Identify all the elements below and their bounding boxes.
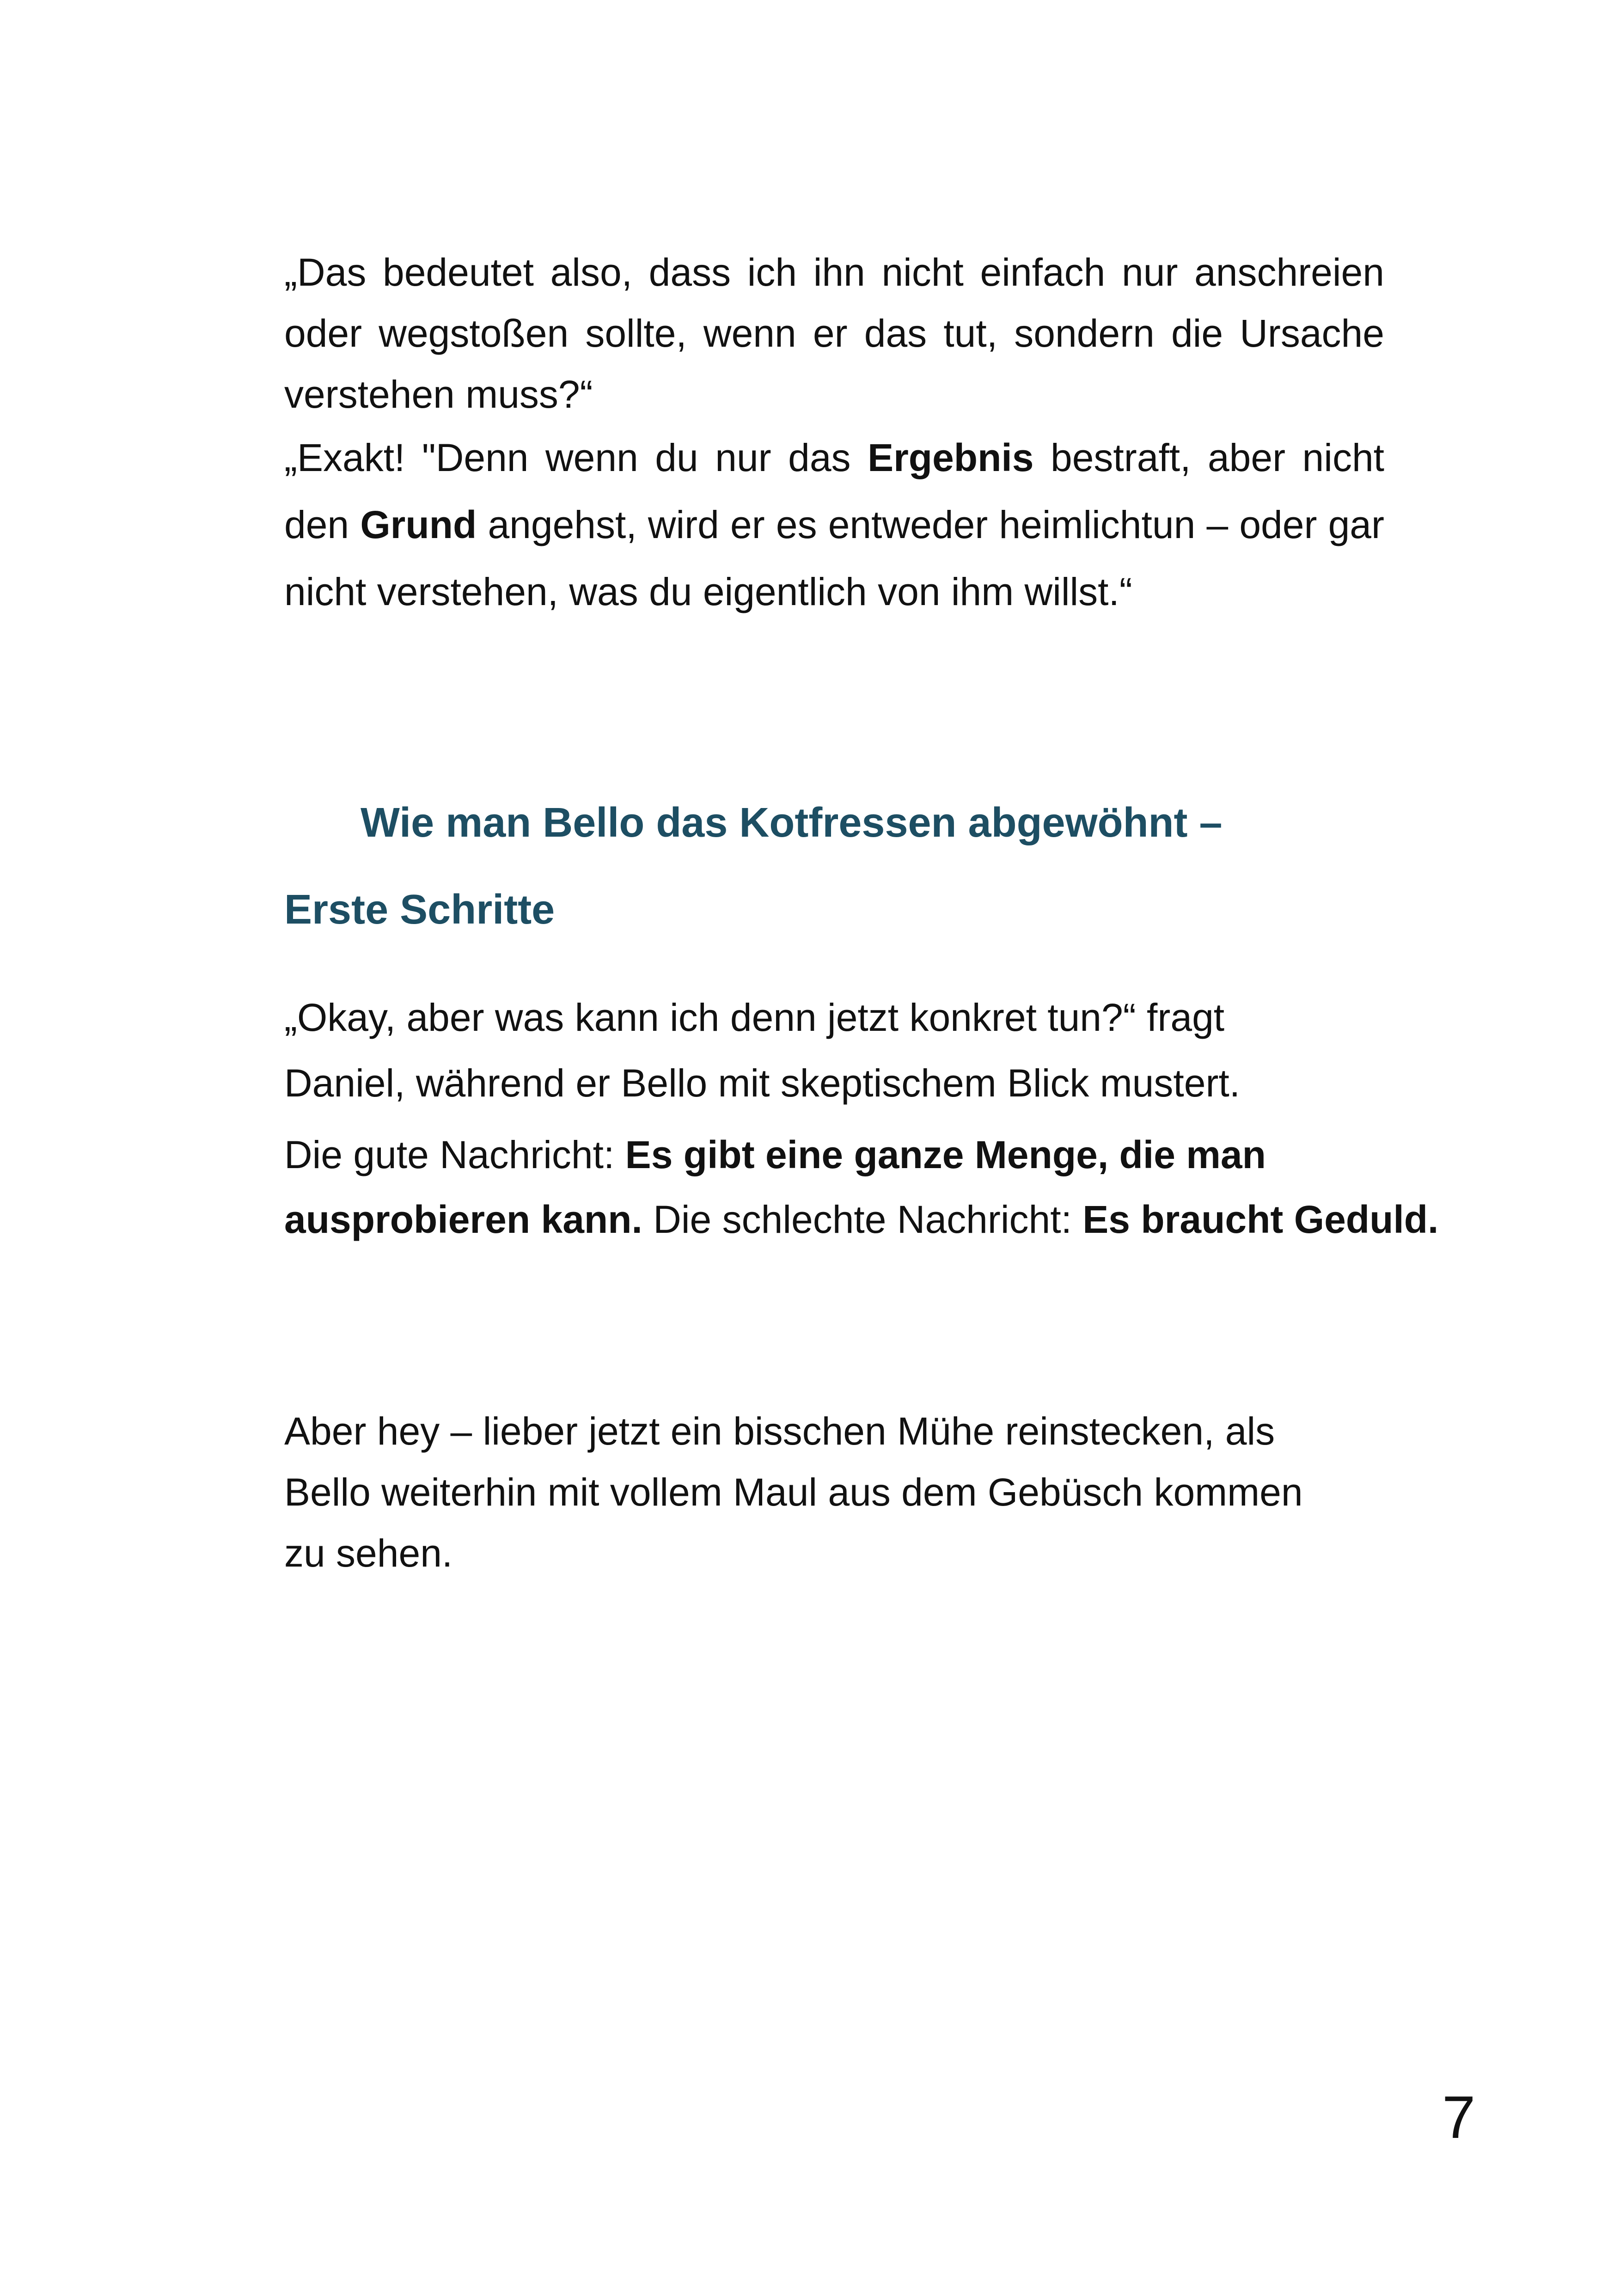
text-span: den	[284, 503, 349, 546]
text-span: Die gute Nachricht:	[284, 1133, 615, 1176]
paragraph-line	[284, 491, 1384, 558]
paragraph-line: Daniel, während er Bello mit skeptischem Blick mustert.	[284, 1061, 1241, 1105]
paragraph-news	[284, 1122, 1439, 1252]
emphasis-text: Ergebnis	[868, 436, 1034, 479]
paragraph-question	[284, 242, 1384, 425]
paragraph-line: „Das bedeutet also, dass ich ihn nicht einfach nur anschreien	[284, 251, 1384, 294]
paragraph-line	[284, 1187, 1439, 1252]
text-span: Die schlechte Nachricht:	[653, 1198, 1072, 1241]
emphasis-text: ausprobieren kann.	[284, 1198, 642, 1241]
emphasis-text: Es gibt eine ganze Menge, die man	[625, 1133, 1266, 1176]
paragraph-daniel-question	[284, 985, 1384, 1116]
paragraph-conclusion	[284, 1401, 1384, 1584]
paragraph-line	[284, 1122, 1384, 1187]
paragraph-line: verstehen muss?“	[284, 373, 593, 416]
text-span: angehst, wird er es entweder heimlichtun – oder gar	[488, 503, 1384, 546]
paragraph-line: zu sehen.	[284, 1531, 453, 1575]
emphasis-text: Es braucht Geduld.	[1082, 1198, 1439, 1241]
paragraph-answer	[284, 424, 1384, 625]
text-span: „Exakt! "Denn wenn du nur das	[284, 436, 851, 479]
paragraph-line: Bello weiterhin mit vollem Maul aus dem Gebüsch kommen	[284, 1470, 1303, 1514]
page-number: 7	[1442, 2083, 1476, 2151]
emphasis-text: Grund	[360, 503, 477, 546]
text-span: bestraft, aber nicht	[1050, 436, 1384, 479]
paragraph-line: Aber hey – lieber jetzt ein bisschen Mühe reinstecken, als	[284, 1409, 1275, 1453]
paragraph-line: nicht verstehen, was du eigentlich von ihm willst.“	[284, 570, 1132, 613]
section-heading-line1: Wie man Bello das Kotfressen abgewöhnt –	[361, 800, 1223, 846]
section-heading-line2: Erste Schritte	[284, 887, 555, 933]
paragraph-line: oder wegstoßen sollte, wenn er das tut, sondern die Ursache	[284, 312, 1384, 355]
paragraph-line: „Okay, aber was kann ich denn jetzt konkret tun?“ fragt	[284, 996, 1225, 1039]
paragraph-line	[284, 424, 1384, 491]
